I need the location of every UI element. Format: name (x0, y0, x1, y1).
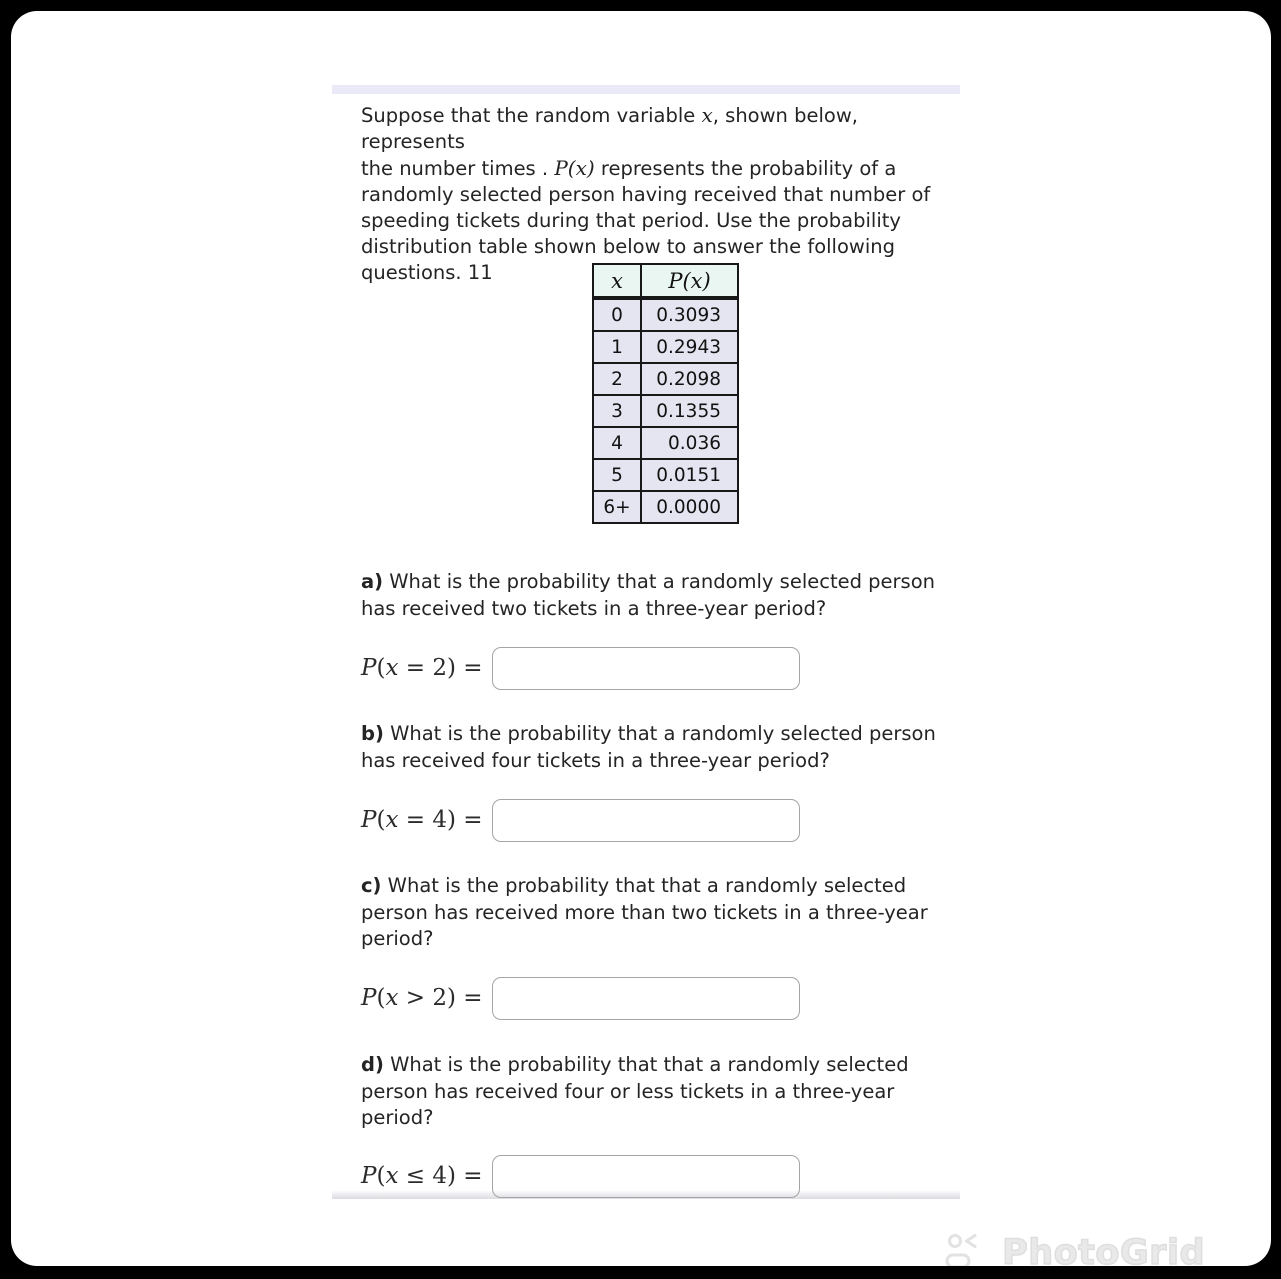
math-x: x (701, 103, 713, 127)
x-value-cell: 2 (593, 363, 641, 395)
probability-value-cell: 0.036 (641, 427, 738, 459)
question-line: person has received more than two tickets in a three-year (361, 900, 928, 924)
photogrid-label: PhotoGrid (1002, 1233, 1205, 1266)
equation-label-c: P(x > 2) = (361, 985, 483, 1011)
question-line: b) What is the probability that a randomly selected person (361, 722, 936, 745)
table-row (593, 427, 738, 459)
question-screenshot-area (332, 85, 960, 1199)
question-line: period? (361, 927, 434, 950)
photogrid-watermark (945, 1233, 1205, 1266)
question-d-text (361, 1052, 960, 1132)
probability-value-cell: 0.3093 (641, 298, 738, 331)
question-c-text (361, 873, 960, 953)
probability-value-cell: 0.2098 (641, 363, 738, 395)
answer-input-c[interactable] (492, 977, 800, 1020)
screenshot-top-strip (332, 85, 960, 94)
answer-row-d (361, 1154, 800, 1198)
x-value-cell: 0 (593, 298, 641, 331)
intro-line: randomly selected person having received that number of (361, 183, 931, 206)
probability-value-cell: 0.1355 (641, 395, 738, 427)
question-a-text (361, 569, 960, 622)
question-line: d) What is the probability that that a randomly selected (361, 1053, 909, 1076)
question-line: a) What is the probability that a randomly selected person (361, 570, 936, 593)
x-value-cell: 6+ (593, 491, 641, 523)
question-line: c) What is the probability that that a randomly selected (361, 874, 907, 897)
table-row (593, 298, 738, 331)
intro-line: distribution table shown below to answer the following (361, 235, 896, 258)
math-px: P(x) (554, 156, 595, 180)
answer-input-b[interactable] (492, 799, 800, 842)
x-value-cell: 5 (593, 459, 641, 491)
intro-line: Suppose that the random variable x, shown below, represents (361, 103, 858, 153)
x-value-cell: 4 (593, 427, 641, 459)
photogrid-icon (945, 1233, 993, 1266)
question-line: has received two tickets in a three-year period? (361, 596, 827, 620)
answer-row-b (361, 798, 800, 842)
intro-line: the number times . P(x) represents the probability of a (361, 156, 897, 180)
probability-value-cell: 0.0151 (641, 459, 738, 491)
equation-label-d: P(x ≤ 4) = (361, 1163, 483, 1189)
answer-input-d[interactable] (492, 1155, 800, 1198)
table-row (593, 363, 738, 395)
table-row (593, 459, 738, 491)
intro-line: questions. 11 (361, 261, 493, 284)
answer-row-a (361, 646, 800, 690)
probability-value-cell: 0.0000 (641, 491, 738, 523)
content-card (11, 11, 1271, 1266)
table-row (593, 491, 738, 523)
intro-text (361, 102, 960, 286)
table-header-px: P(x) (641, 264, 738, 298)
x-value-cell: 3 (593, 395, 641, 427)
table-row (593, 331, 738, 363)
equation-label-b: P(x = 4) = (361, 807, 483, 833)
answer-row-c (361, 976, 800, 1020)
question-b-text (361, 721, 960, 774)
table-header-row (593, 264, 738, 298)
question-line: has received four tickets in a three-year period? (361, 748, 830, 772)
answer-input-a[interactable] (492, 647, 800, 690)
equation-label-a: P(x = 2) = (361, 655, 483, 681)
question-line: period? (361, 1106, 434, 1129)
question-line: person has received four or less tickets in a three-year (361, 1079, 895, 1103)
x-value-cell: 1 (593, 331, 641, 363)
probability-table (592, 263, 739, 524)
probability-value-cell: 0.2943 (641, 331, 738, 363)
table-header-x: x (593, 264, 641, 298)
intro-line: speeding tickets during that period. Use the probability (361, 209, 901, 232)
table-row (593, 395, 738, 427)
